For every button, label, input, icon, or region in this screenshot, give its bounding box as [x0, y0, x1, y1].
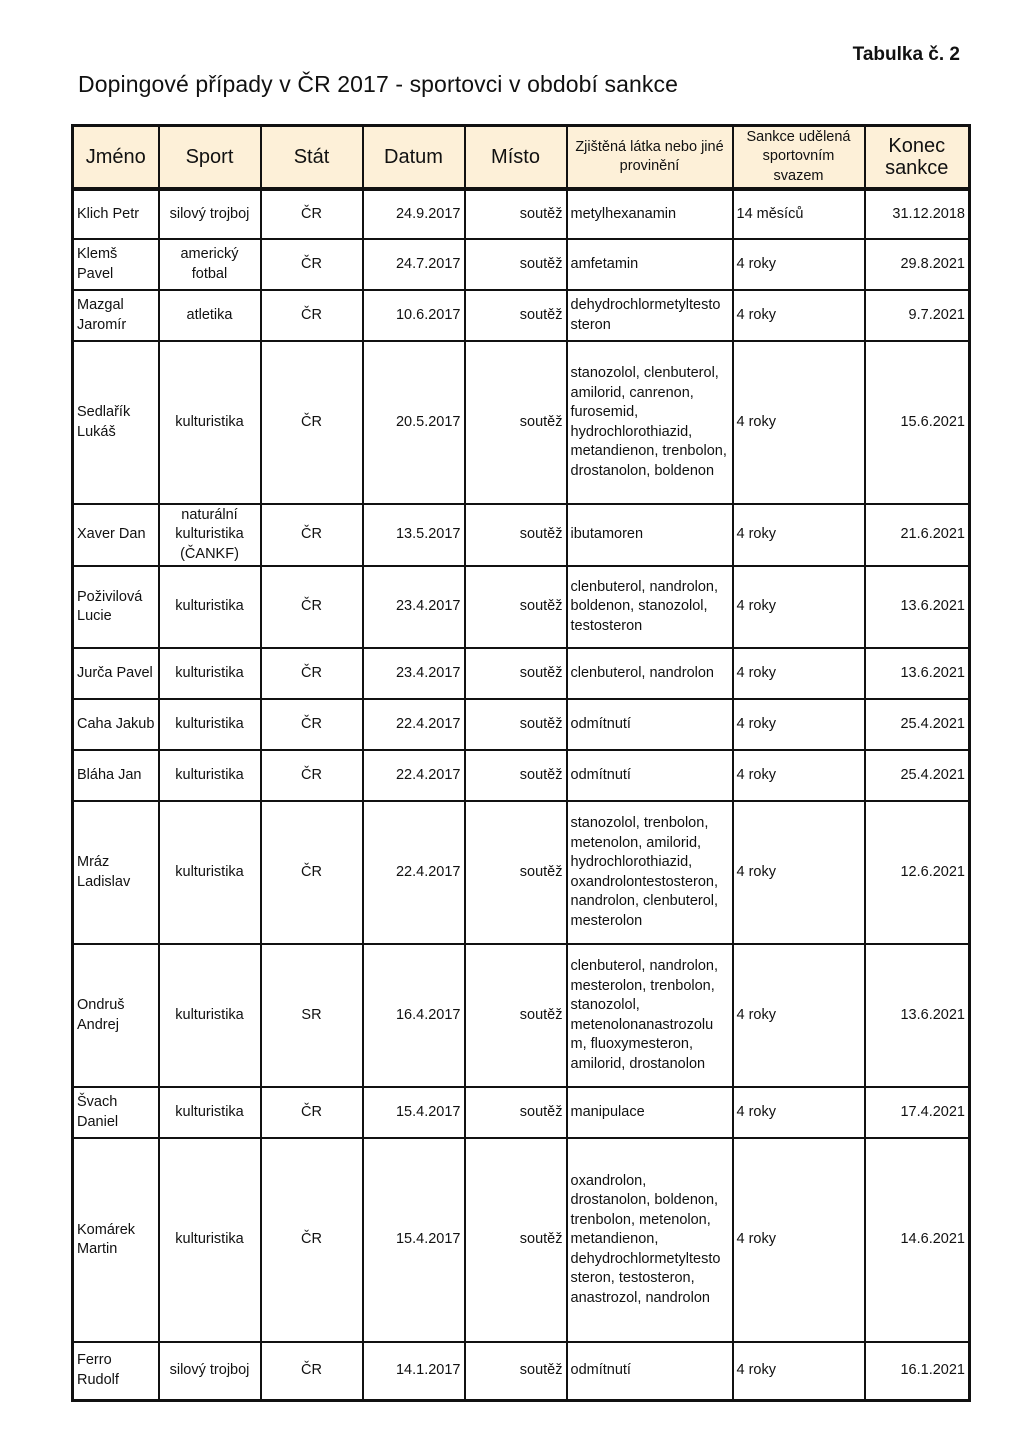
cell-end: 29.8.2021 — [865, 239, 970, 290]
cell-date: 13.5.2017 — [363, 504, 465, 566]
cell-sanction: 4 roky — [733, 1087, 865, 1138]
cell-substance: clenbuterol, nandrolon, mesterolon, trenbolon, stanozolol, metenolonanastrozolu m, fluoxymesteron, amilorid, drostanolon — [567, 944, 733, 1087]
cell-end: 17.4.2021 — [865, 1087, 970, 1138]
cell-end: 9.7.2021 — [865, 290, 970, 341]
cell-sanction: 14 měsíců — [733, 189, 865, 239]
cell-sanction: 4 roky — [733, 1138, 865, 1342]
cell-place: soutěž — [465, 1087, 567, 1138]
cell-name: Ferro Rudolf — [73, 1342, 159, 1400]
header-sanction: Sankce udělená sportovním svazem — [733, 126, 865, 190]
cell-name: Ondruš Andrej — [73, 944, 159, 1087]
cell-end: 16.1.2021 — [865, 1342, 970, 1400]
cell-substance: amfetamin — [567, 239, 733, 290]
header-name: Jméno — [73, 126, 159, 190]
cell-name: Mráz Ladislav — [73, 801, 159, 944]
table-row — [73, 801, 970, 944]
cell-name: Poživilová Lucie — [73, 566, 159, 648]
header-date: Datum — [363, 126, 465, 190]
table-header-row — [73, 126, 970, 190]
cell-sanction: 4 roky — [733, 750, 865, 801]
cell-end: 21.6.2021 — [865, 504, 970, 566]
header-substance: Zjištěná látka nebo jiné provinění — [567, 126, 733, 190]
page-title: Dopingové případy v ČR 2017 - sportovci v období sankce — [78, 71, 678, 97]
table-row — [73, 944, 970, 1087]
cell-state: ČR — [261, 566, 363, 648]
cell-sport: kulturistika — [159, 566, 261, 648]
cell-name: Komárek Martin — [73, 1138, 159, 1342]
cell-sport: kulturistika — [159, 699, 261, 750]
cell-date: 23.4.2017 — [363, 648, 465, 699]
cell-state: ČR — [261, 648, 363, 699]
cell-state: ČR — [261, 1342, 363, 1400]
table-row — [73, 566, 970, 648]
cell-sport: kulturistika — [159, 1087, 261, 1138]
cell-place: soutěž — [465, 566, 567, 648]
cell-end: 15.6.2021 — [865, 341, 970, 504]
cell-place: soutěž — [465, 1138, 567, 1342]
cell-substance: metylhexanamin — [567, 189, 733, 239]
cell-name: Klich Petr — [73, 189, 159, 239]
cell-sport: naturální kulturistika (ČANKF) — [159, 504, 261, 566]
cell-sport: silový trojboj — [159, 1342, 261, 1400]
cell-end: 13.6.2021 — [865, 944, 970, 1087]
cell-date: 20.5.2017 — [363, 341, 465, 504]
cell-place: soutěž — [465, 699, 567, 750]
cell-substance: odmítnutí — [567, 699, 733, 750]
cell-date: 22.4.2017 — [363, 801, 465, 944]
cell-place: soutěž — [465, 504, 567, 566]
cell-sanction: 4 roky — [733, 1342, 865, 1400]
cell-date: 15.4.2017 — [363, 1087, 465, 1138]
cell-sanction: 4 roky — [733, 699, 865, 750]
cell-date: 24.9.2017 — [363, 189, 465, 239]
cell-substance: odmítnutí — [567, 750, 733, 801]
table-row — [73, 1087, 970, 1138]
cell-substance: oxandrolon, drostanolon, boldenon, trenbolon, metenolon, metandienon, dehydrochlormetyltesto steron, testosteron, anastrozol, nandrolon — [567, 1138, 733, 1342]
cell-name: Caha Jakub — [73, 699, 159, 750]
cell-end: 25.4.2021 — [865, 699, 970, 750]
cell-sport: kulturistika — [159, 801, 261, 944]
cell-end: 31.12.2018 — [865, 189, 970, 239]
doping-cases-table — [71, 124, 971, 1402]
header-place: Místo — [465, 126, 567, 190]
header-state: Stát — [261, 126, 363, 190]
cell-place: soutěž — [465, 189, 567, 239]
cell-name: Sedlařík Lukáš — [73, 341, 159, 504]
cell-place: soutěž — [465, 290, 567, 341]
cell-state: SR — [261, 944, 363, 1087]
cell-name: Jurča Pavel — [73, 648, 159, 699]
cell-sanction: 4 roky — [733, 801, 865, 944]
table-row — [73, 189, 970, 239]
cell-substance: stanozolol, trenbolon, metenolon, amilorid, hydrochlorothiazid, oxandrolontestosteron, nandrolon, clenbuterol, mesterolon — [567, 801, 733, 944]
cell-substance: clenbuterol, nandrolon — [567, 648, 733, 699]
table-row — [73, 1342, 970, 1400]
header-sport: Sport — [159, 126, 261, 190]
cell-sanction: 4 roky — [733, 566, 865, 648]
cell-name: Xaver Dan — [73, 504, 159, 566]
table-row — [73, 648, 970, 699]
cell-date: 24.7.2017 — [363, 239, 465, 290]
table-row — [73, 341, 970, 504]
cell-name: Švach Daniel — [73, 1087, 159, 1138]
table-row — [73, 504, 970, 566]
cell-date: 14.1.2017 — [363, 1342, 465, 1400]
table-row — [73, 239, 970, 290]
table-row — [73, 699, 970, 750]
header-end: Konec sankce — [865, 126, 970, 190]
cell-state: ČR — [261, 189, 363, 239]
cell-state: ČR — [261, 1138, 363, 1342]
cell-sport: silový trojboj — [159, 189, 261, 239]
table-row — [73, 290, 970, 341]
cell-date: 23.4.2017 — [363, 566, 465, 648]
cell-end: 14.6.2021 — [865, 1138, 970, 1342]
cell-state: ČR — [261, 1087, 363, 1138]
cell-state: ČR — [261, 699, 363, 750]
cell-name: Bláha Jan — [73, 750, 159, 801]
cell-substance: dehydrochlormetyltesto steron — [567, 290, 733, 341]
cell-name: Mazgal Jaromír — [73, 290, 159, 341]
cell-end: 13.6.2021 — [865, 566, 970, 648]
cell-place: soutěž — [465, 801, 567, 944]
cell-state: ČR — [261, 504, 363, 566]
table-number-label: Tabulka č. 2 — [852, 44, 960, 65]
table-row — [73, 1138, 970, 1342]
cell-date: 10.6.2017 — [363, 290, 465, 341]
cell-state: ČR — [261, 801, 363, 944]
cell-substance: stanozolol, clenbuterol, amilorid, canrenon, furosemid, hydrochlorothiazid, metandienon, trenbolon, drostanolon, boldenon — [567, 341, 733, 504]
cell-sport: americký fotbal — [159, 239, 261, 290]
cell-place: soutěž — [465, 944, 567, 1087]
cell-sport: kulturistika — [159, 944, 261, 1087]
cell-place: soutěž — [465, 648, 567, 699]
cell-sanction: 4 roky — [733, 944, 865, 1087]
cell-state: ČR — [261, 239, 363, 290]
cell-state: ČR — [261, 290, 363, 341]
cell-sport: kulturistika — [159, 1138, 261, 1342]
table-body — [73, 189, 970, 1400]
cell-sport: kulturistika — [159, 750, 261, 801]
cell-place: soutěž — [465, 239, 567, 290]
cell-substance: manipulace — [567, 1087, 733, 1138]
cell-sport: atletika — [159, 290, 261, 341]
cell-substance: odmítnutí — [567, 1342, 733, 1400]
cell-name: Klemš Pavel — [73, 239, 159, 290]
cell-end: 12.6.2021 — [865, 801, 970, 944]
cell-date: 22.4.2017 — [363, 750, 465, 801]
cell-end: 25.4.2021 — [865, 750, 970, 801]
cell-sanction: 4 roky — [733, 290, 865, 341]
cell-date: 16.4.2017 — [363, 944, 465, 1087]
cell-date: 15.4.2017 — [363, 1138, 465, 1342]
cell-sport: kulturistika — [159, 648, 261, 699]
cell-date: 22.4.2017 — [363, 699, 465, 750]
cell-end: 13.6.2021 — [865, 648, 970, 699]
cell-place: soutěž — [465, 341, 567, 504]
cell-sanction: 4 roky — [733, 239, 865, 290]
cell-sanction: 4 roky — [733, 648, 865, 699]
cell-sanction: 4 roky — [733, 504, 865, 566]
cell-state: ČR — [261, 341, 363, 504]
cell-substance: ibutamoren — [567, 504, 733, 566]
cell-place: soutěž — [465, 1342, 567, 1400]
cell-substance: clenbuterol, nandrolon, boldenon, stanozolol, testosteron — [567, 566, 733, 648]
table-row — [73, 750, 970, 801]
cell-state: ČR — [261, 750, 363, 801]
cell-sanction: 4 roky — [733, 341, 865, 504]
cell-sport: kulturistika — [159, 341, 261, 504]
cell-place: soutěž — [465, 750, 567, 801]
